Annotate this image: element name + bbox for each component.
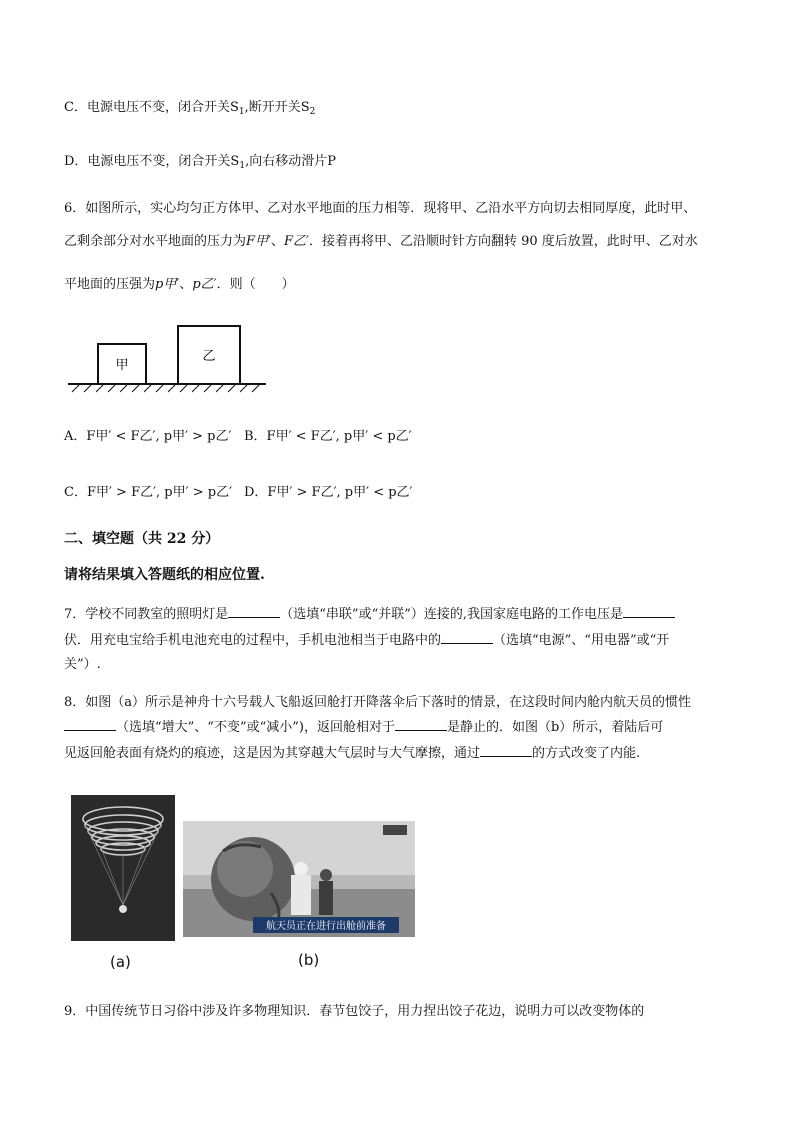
option-6b: B．F甲′ < F乙′, p甲′ < p乙′ bbox=[244, 429, 412, 444]
cube-jia-label: 甲 bbox=[115, 358, 129, 373]
option-6d: D．F甲′ > F乙′, p甲′ < p乙′ bbox=[244, 485, 413, 500]
q7-blank-1[interactable] bbox=[228, 605, 280, 618]
q8-line1: 8．如图（a）所示是神舟十六号载人飞船返回舱打开降落伞后下落时的情景，在这段时间内舱内航天员的惯性 bbox=[64, 695, 692, 710]
q8-blank-1[interactable] bbox=[64, 718, 116, 731]
q8-blank-3[interactable] bbox=[480, 744, 532, 757]
parachute-photo bbox=[71, 795, 175, 941]
photo-a-caption: (a) bbox=[110, 953, 131, 971]
person-1 bbox=[291, 875, 311, 915]
q6-line2: 乙剩余部分对水平地面的压力为F甲′、F乙′．接着再将甲、乙沿顺时针方向翻转 90 度后放置，此时甲、乙对水 bbox=[64, 234, 698, 249]
option-6c: C．F甲′ > F乙′, p甲′ > p乙′ bbox=[64, 485, 233, 500]
capsule-landing-photo bbox=[183, 821, 415, 937]
q8-line3: 见返回舱表面有烧灼的痕迹，这是因为其穿越大气层时与大气摩擦，通过 的方式改变了内能. bbox=[64, 746, 641, 761]
option-6a: A．F甲′ < F乙′, p甲′ > p乙′ bbox=[64, 429, 232, 444]
option-5d: D．电源电压不变，闭合开关$S_1$,向右移动滑片P bbox=[64, 154, 336, 171]
q8-line2: （选填“增大”、“不变”或“减小”)，返回舱相对于 是静止的．如图（b）所示，着陆后可 bbox=[64, 718, 663, 738]
capsule bbox=[119, 905, 127, 913]
cube-yi-label: 乙 bbox=[202, 349, 216, 364]
q9-line1: 9．中国传统节日习俗中涉及许多物理知识．春节包饺子，用力捏出饺子花边，说明力可以改变物体的 bbox=[64, 1004, 645, 1019]
q6-line1: 6．如图所示，实心均匀正方体甲、乙对水平地面的压力相等．现将甲、乙沿水平方向切去相同厚度，此时甲、 bbox=[64, 201, 697, 216]
q7-blank-2[interactable] bbox=[623, 605, 675, 618]
q7-blank-3[interactable] bbox=[441, 631, 493, 644]
option-5c: C．电源电压不变，闭合开关$S_1$,断开开关$S_2$ bbox=[64, 100, 316, 117]
photo-b-caption-text: 航天员正在进行出舱前准备 bbox=[266, 921, 386, 932]
q7-line3: 关”）. bbox=[64, 657, 101, 672]
q7-line2: 伏．用充电宝给手机电池充电的过程中，手机电池相当于电路中的 （选填“电源”、“用电器”或“开 bbox=[64, 633, 670, 648]
q7-line1: 7．学校不同教室的照明灯是 （选填“串联”或“并联”）连接的,我国家庭电路的工作电压是 bbox=[64, 605, 675, 625]
ground-hatching bbox=[72, 384, 260, 392]
q8-blank-2[interactable] bbox=[395, 718, 447, 731]
q6-line3: 平地面的压强为p甲′、p乙′．则（ ） bbox=[64, 277, 295, 292]
cubes-figure bbox=[64, 322, 274, 396]
section-title: 二、填空题（共 22 分） bbox=[64, 531, 220, 547]
person-2 bbox=[319, 881, 333, 915]
photo-b-caption: (b) bbox=[298, 951, 320, 969]
section-instruction: 请将结果填入答题纸的相应位置. bbox=[64, 567, 265, 583]
